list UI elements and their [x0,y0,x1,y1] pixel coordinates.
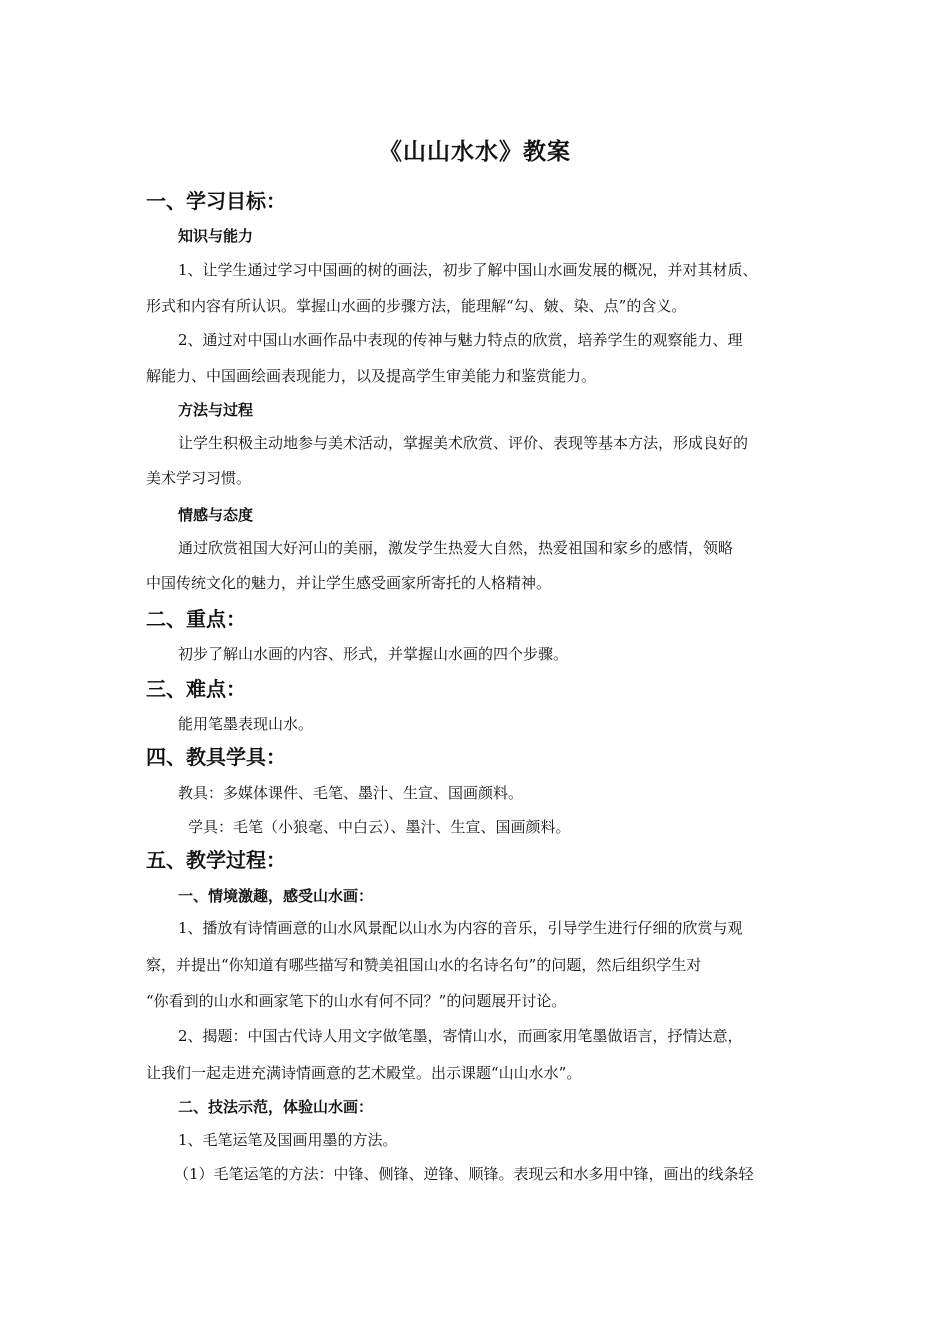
document-title: 《山山水水》教案 [379,139,571,165]
paragraph-line: 美术学习习惯。 [146,469,252,487]
paragraph-line: （1）毛笔运笔的方法：中锋、侧锋、逆锋、顺锋。表现云和水多用中锋，画出的线条轻 [174,1165,754,1183]
paragraph-line: 察，并提出“你知道有哪些描写和赞美祖国山水的名诗名句”的问题，然后组织学生对 [146,956,702,974]
section-heading-objectives: 一、学习目标： [146,189,286,213]
paragraph-line: 1、让学生通过学习中国画的树的画法，初步了解中国山水画发展的概况，并对其材质、 [178,261,758,279]
paragraph-line: 形式和内容有所认识。掌握山水画的步骤方法，能理解“勾、皴、染、点”的含义。 [146,297,687,315]
subheading-step-two: 二、技法示范，体验山水画： [178,1098,374,1116]
section-heading-keypoint: 二、重点： [146,607,246,631]
paragraph-line: 能用笔墨表现山水。 [178,715,314,733]
paragraph-line: 2、揭题：中国古代诗人用文字做笔墨，寄情山水，而画家用笔墨做语言，抒情达意， [178,1027,743,1045]
paragraph-line: “你看到的山水和画家笔下的山水有何不同？”的问题展开讨论。 [146,992,567,1010]
paragraph-line: 1、毛笔运笔及国画用墨的方法。 [178,1131,398,1149]
section-heading-difficulty: 三、难点： [146,677,246,701]
section-heading-tools: 四、教具学具： [146,745,286,769]
paragraph-line: 让学生积极主动地参与美术活动，掌握美术欣赏、评价、表现等基本方法，形成良好的 [178,434,749,452]
paragraph-line: 让我们一起走进充满诗情画意的艺术殿堂。出示课题“山山水水”。 [146,1064,582,1082]
paragraph-line: 通过欣赏祖国大好河山的美丽，激发学生热爱大自然，热爱祖国和家乡的感情，领略 [178,539,734,557]
paragraph-line: 1、播放有诗情画意的山水风景配以山水为内容的音乐，引导学生进行仔细的欣赏与观 [178,919,743,937]
subheading-method: 方法与过程 [178,401,254,419]
paragraph-line: 中国传统文化的魅力，并让学生感受画家所寄托的人格精神。 [146,574,552,592]
paragraph-line: 解能力、中国画绘画表现能力，以及提高学生审美能力和鉴赏能力。 [146,367,597,385]
paragraph-line: 初步了解山水画的内容、形式，并掌握山水画的四个步骤。 [178,645,569,663]
subheading-step-one: 一、情境激趣，感受山水画： [178,887,374,905]
paragraph-line: 2、通过对中国山水画作品中表现的传神与魅力特点的欣赏，培养学生的观察能力、理 [178,331,743,349]
subheading-knowledge: 知识与能力 [178,227,254,245]
paragraph-line: 学具：毛笔（小狼毫、中白云）、墨汁、生宣、国画颜料。 [188,818,571,836]
subheading-attitude: 情感与态度 [178,506,254,524]
section-heading-process: 五、教学过程： [146,848,286,872]
paragraph-line: 教具：多媒体课件、毛笔、墨汁、生宣、国画颜料。 [178,784,524,802]
